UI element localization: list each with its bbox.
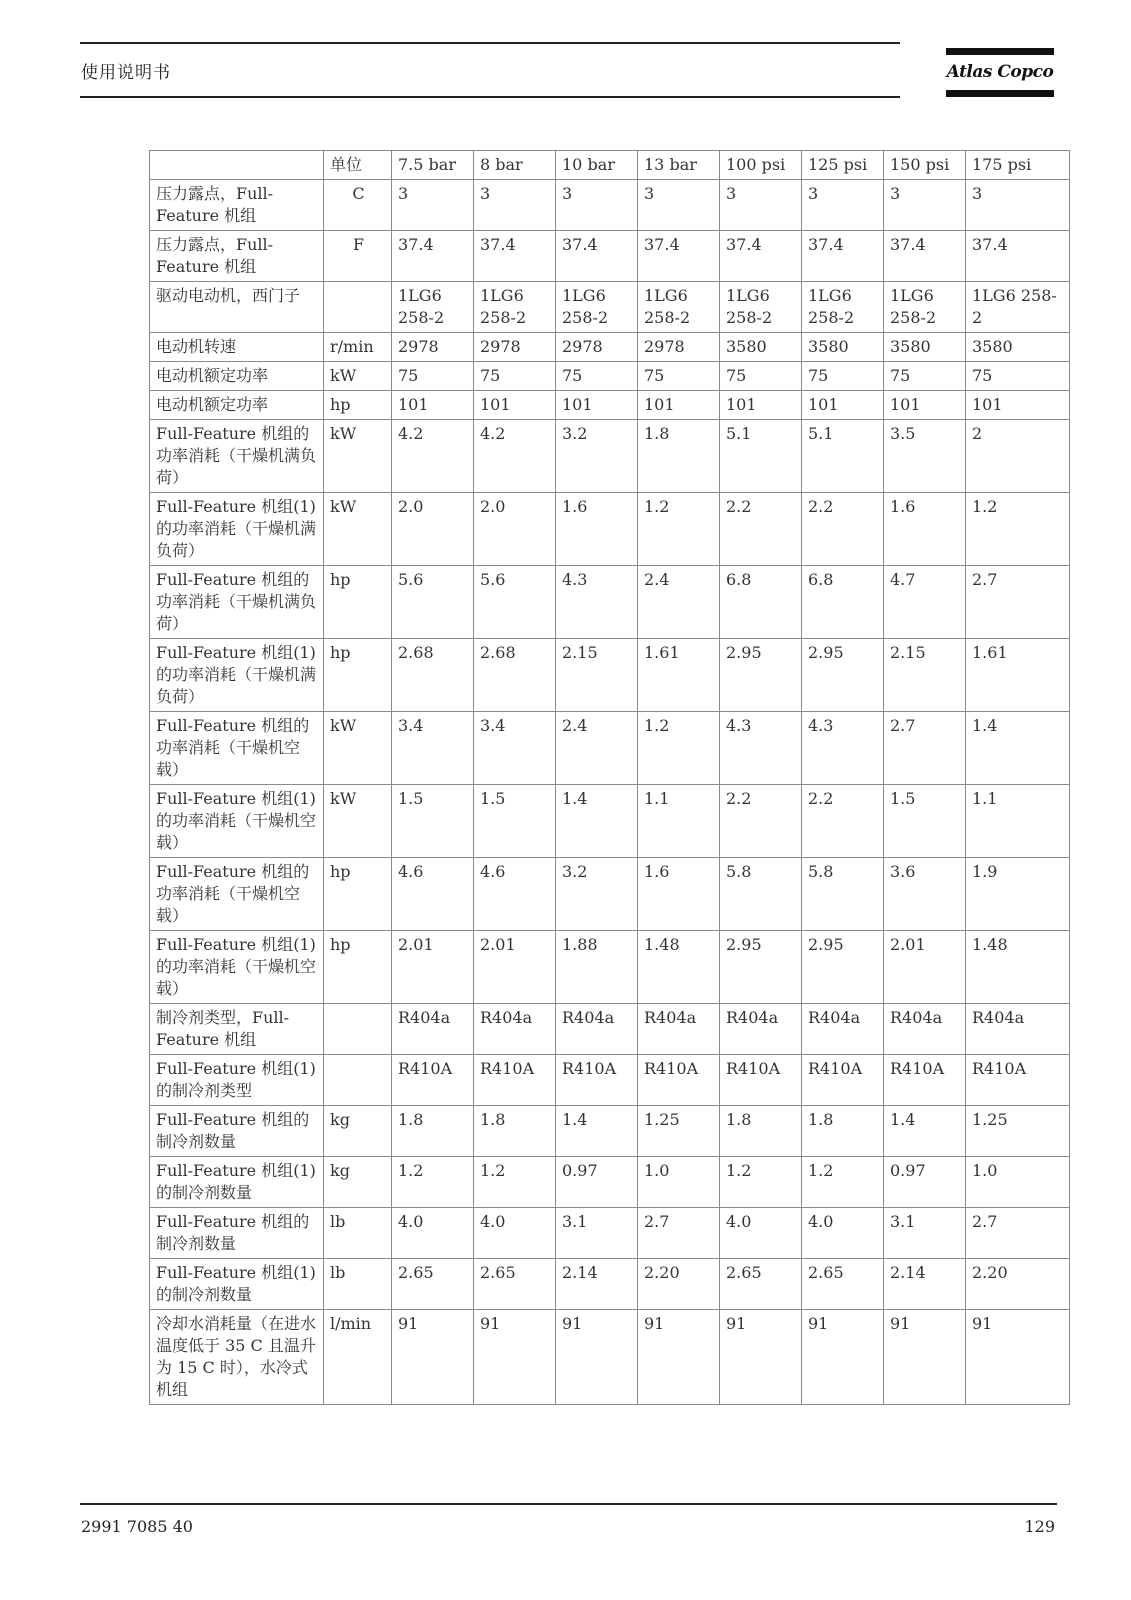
value-cell: 75 (884, 362, 966, 391)
row-label: Full-Feature 机组(1) 的制冷剂类型 (150, 1055, 324, 1106)
value-cell: 2.2 (802, 785, 884, 858)
value-cell: R410A (802, 1055, 884, 1106)
value-cell: 101 (556, 391, 638, 420)
value-cell: 6.8 (802, 566, 884, 639)
value-cell: 2.01 (474, 931, 556, 1004)
value-cell: 4.2 (392, 420, 474, 493)
value-cell: 4.0 (802, 1208, 884, 1259)
value-cell: 1.8 (638, 420, 720, 493)
value-cell: 1.2 (638, 493, 720, 566)
page-number: 129 (1024, 1517, 1055, 1536)
value-cell: R404a (556, 1004, 638, 1055)
value-cell: 2.7 (966, 566, 1070, 639)
value-cell: 37.4 (474, 231, 556, 282)
value-cell: 75 (392, 362, 474, 391)
value-cell: 1.0 (638, 1157, 720, 1208)
row-label: Full-Feature 机组(1) 的功率消耗（干燥机满负荷） (150, 639, 324, 712)
value-cell: 4.3 (556, 566, 638, 639)
value-cell: 37.4 (638, 231, 720, 282)
value-cell: 3580 (802, 333, 884, 362)
value-cell: 2.65 (392, 1259, 474, 1310)
value-cell: 1.25 (638, 1106, 720, 1157)
value-cell: 4.2 (474, 420, 556, 493)
value-cell: 2.7 (638, 1208, 720, 1259)
table-row (150, 231, 1070, 282)
value-cell: 1.8 (802, 1106, 884, 1157)
value-cell: 4.6 (392, 858, 474, 931)
value-cell: 2978 (556, 333, 638, 362)
value-cell: 3.6 (884, 858, 966, 931)
value-cell: 91 (802, 1310, 884, 1405)
value-cell: 1.4 (884, 1106, 966, 1157)
row-unit (324, 282, 392, 333)
value-cell: 2.01 (884, 931, 966, 1004)
value-cell: 1.5 (884, 785, 966, 858)
specification-table (149, 150, 1070, 1405)
value-cell: 4.7 (884, 566, 966, 639)
value-cell: 1LG6 258-2 (556, 282, 638, 333)
value-cell: 1.4 (556, 1106, 638, 1157)
row-unit: kW (324, 420, 392, 493)
row-unit: lb (324, 1259, 392, 1310)
row-label: 压力露点，Full-Feature 机组 (150, 231, 324, 282)
row-unit (324, 1004, 392, 1055)
value-cell: 2.20 (638, 1259, 720, 1310)
value-cell: 37.4 (966, 231, 1070, 282)
value-cell: 2.0 (392, 493, 474, 566)
value-cell: 2.4 (638, 566, 720, 639)
value-cell: 2.65 (720, 1259, 802, 1310)
value-cell: 1.8 (474, 1106, 556, 1157)
value-cell: R404a (638, 1004, 720, 1055)
row-unit: r/min (324, 333, 392, 362)
table-row (150, 1157, 1070, 1208)
value-cell: 1.2 (802, 1157, 884, 1208)
row-unit: kg (324, 1106, 392, 1157)
row-label: 驱动电动机，西门子 (150, 282, 324, 333)
table-row (150, 931, 1070, 1004)
value-cell: 75 (720, 362, 802, 391)
value-cell: 2.2 (720, 785, 802, 858)
value-cell: 2.20 (966, 1259, 1070, 1310)
header-rule-top (80, 42, 900, 44)
row-label: Full-Feature 机组(1) 的功率消耗（干燥机满负荷） (150, 493, 324, 566)
value-cell: 1LG6 258-2 (392, 282, 474, 333)
table-body (150, 180, 1070, 1405)
value-cell: 1.61 (966, 639, 1070, 712)
document-title: 使用说明书 (81, 63, 171, 83)
value-cell: 2.15 (884, 639, 966, 712)
table-row (150, 712, 1070, 785)
row-unit: hp (324, 858, 392, 931)
row-unit (324, 1055, 392, 1106)
value-cell: 1LG6 258-2 (720, 282, 802, 333)
value-cell: 1.1 (966, 785, 1070, 858)
value-cell: R410A (884, 1055, 966, 1106)
value-cell: 5.6 (474, 566, 556, 639)
value-cell: 3 (884, 180, 966, 231)
value-cell: 1.0 (966, 1157, 1070, 1208)
value-cell: 2.95 (802, 931, 884, 1004)
value-cell: 1.48 (966, 931, 1070, 1004)
row-label: 压力露点，Full-Feature 机组 (150, 180, 324, 231)
value-cell: 2.14 (556, 1259, 638, 1310)
row-label: 电动机额定功率 (150, 362, 324, 391)
value-cell: 101 (638, 391, 720, 420)
value-cell: 2.68 (474, 639, 556, 712)
value-cell: 75 (556, 362, 638, 391)
value-cell: 0.97 (884, 1157, 966, 1208)
value-cell: 3 (966, 180, 1070, 231)
row-unit: hp (324, 931, 392, 1004)
value-cell: 91 (720, 1310, 802, 1405)
row-unit: l/min (324, 1310, 392, 1405)
value-cell: R410A (966, 1055, 1070, 1106)
value-cell: 2978 (474, 333, 556, 362)
row-label: 电动机转速 (150, 333, 324, 362)
header-cell-pressure: 8 bar (474, 151, 556, 180)
table-row (150, 785, 1070, 858)
value-cell: R410A (474, 1055, 556, 1106)
logo-bar-bottom (946, 90, 1054, 97)
value-cell: 2978 (392, 333, 474, 362)
value-cell: 4.0 (720, 1208, 802, 1259)
value-cell: 2.95 (720, 931, 802, 1004)
table-row (150, 333, 1070, 362)
value-cell: 1LG6 258-2 (802, 282, 884, 333)
header-cell-pressure: 7.5 bar (392, 151, 474, 180)
table-row (150, 1259, 1070, 1310)
row-unit: lb (324, 1208, 392, 1259)
table-row (150, 1055, 1070, 1106)
value-cell: 2.68 (392, 639, 474, 712)
table-row (150, 1004, 1070, 1055)
row-unit: kg (324, 1157, 392, 1208)
value-cell: 2.01 (392, 931, 474, 1004)
header-cell-pressure: 10 bar (556, 151, 638, 180)
value-cell: 2.65 (802, 1259, 884, 1310)
value-cell: 1.2 (638, 712, 720, 785)
atlas-copco-logo (946, 48, 1054, 100)
value-cell: 2.65 (474, 1259, 556, 1310)
value-cell: 6.8 (720, 566, 802, 639)
value-cell: 1LG6 258-2 (966, 282, 1070, 333)
value-cell: 2.2 (802, 493, 884, 566)
value-cell: 2978 (638, 333, 720, 362)
value-cell: 3 (556, 180, 638, 231)
value-cell: 2.7 (884, 712, 966, 785)
value-cell: 1.61 (638, 639, 720, 712)
value-cell: 2.0 (474, 493, 556, 566)
value-cell: 5.6 (392, 566, 474, 639)
value-cell: 1.2 (720, 1157, 802, 1208)
value-cell: 2.95 (720, 639, 802, 712)
value-cell: 75 (638, 362, 720, 391)
logo-bar-top (946, 48, 1054, 55)
row-label: Full-Feature 机组(1) 的功率消耗（干燥机空载） (150, 785, 324, 858)
table-row (150, 180, 1070, 231)
row-label: Full-Feature 机组(1) 的功率消耗（干燥机空载） (150, 931, 324, 1004)
value-cell: R410A (392, 1055, 474, 1106)
value-cell: 101 (966, 391, 1070, 420)
value-cell: R404a (720, 1004, 802, 1055)
value-cell: 1.1 (638, 785, 720, 858)
table-row (150, 1310, 1070, 1405)
value-cell: 3 (802, 180, 884, 231)
value-cell: 91 (556, 1310, 638, 1405)
row-unit: hp (324, 391, 392, 420)
value-cell: 3 (474, 180, 556, 231)
value-cell: 91 (884, 1310, 966, 1405)
row-unit: kW (324, 785, 392, 858)
value-cell: 3.2 (556, 420, 638, 493)
value-cell: 1.6 (884, 493, 966, 566)
value-cell: 37.4 (884, 231, 966, 282)
value-cell: 2.4 (556, 712, 638, 785)
value-cell: 2.2 (720, 493, 802, 566)
table-row (150, 566, 1070, 639)
value-cell: R404a (802, 1004, 884, 1055)
table-row (150, 858, 1070, 931)
value-cell: 1LG6 258-2 (638, 282, 720, 333)
value-cell: 1.4 (966, 712, 1070, 785)
header-cell-pressure: 150 psi (884, 151, 966, 180)
table-row (150, 1106, 1070, 1157)
row-label: Full-Feature 机组的制冷剂数量 (150, 1208, 324, 1259)
row-unit: kW (324, 493, 392, 566)
value-cell: R410A (638, 1055, 720, 1106)
value-cell: R410A (720, 1055, 802, 1106)
row-label: Full-Feature 机组的功率消耗（干燥机空载） (150, 858, 324, 931)
value-cell: 1.88 (556, 931, 638, 1004)
value-cell: 37.4 (720, 231, 802, 282)
row-unit: hp (324, 639, 392, 712)
row-label: Full-Feature 机组的功率消耗（干燥机空载） (150, 712, 324, 785)
row-label: 冷却水消耗量（在进水温度低于 35 C 且温升为 15 C 时），水冷式机组 (150, 1310, 324, 1405)
value-cell: 2 (966, 420, 1070, 493)
row-label: Full-Feature 机组的功率消耗（干燥机满负荷） (150, 566, 324, 639)
value-cell: 3580 (884, 333, 966, 362)
value-cell: 37.4 (802, 231, 884, 282)
value-cell: 2.15 (556, 639, 638, 712)
value-cell: R404a (884, 1004, 966, 1055)
value-cell: 4.0 (474, 1208, 556, 1259)
value-cell: 1.2 (966, 493, 1070, 566)
value-cell: 3.4 (474, 712, 556, 785)
value-cell: 3.2 (556, 858, 638, 931)
value-cell: 4.3 (802, 712, 884, 785)
table-row (150, 362, 1070, 391)
value-cell: 4.0 (392, 1208, 474, 1259)
value-cell: 0.97 (556, 1157, 638, 1208)
value-cell: 91 (392, 1310, 474, 1405)
table-row (150, 282, 1070, 333)
table-row (150, 1208, 1070, 1259)
value-cell: R404a (966, 1004, 1070, 1055)
value-cell: 3 (720, 180, 802, 231)
value-cell: 5.8 (720, 858, 802, 931)
value-cell: 2.14 (884, 1259, 966, 1310)
value-cell: 91 (474, 1310, 556, 1405)
value-cell: 3 (638, 180, 720, 231)
value-cell: 2.95 (802, 639, 884, 712)
value-cell: 3 (392, 180, 474, 231)
value-cell: 3.1 (884, 1208, 966, 1259)
value-cell: 5.1 (802, 420, 884, 493)
table-header-row (150, 151, 1070, 180)
value-cell: 1.6 (638, 858, 720, 931)
value-cell: 1.9 (966, 858, 1070, 931)
value-cell: R404a (392, 1004, 474, 1055)
value-cell: 101 (884, 391, 966, 420)
value-cell: 1.5 (392, 785, 474, 858)
value-cell: 3.4 (392, 712, 474, 785)
value-cell: 101 (474, 391, 556, 420)
value-cell: 2.7 (966, 1208, 1070, 1259)
value-cell: 75 (966, 362, 1070, 391)
value-cell: 1.8 (392, 1106, 474, 1157)
row-unit: kW (324, 712, 392, 785)
value-cell: R404a (474, 1004, 556, 1055)
value-cell: 4.3 (720, 712, 802, 785)
value-cell: 3.1 (556, 1208, 638, 1259)
row-label: Full-Feature 机组的制冷剂数量 (150, 1106, 324, 1157)
table-row (150, 493, 1070, 566)
value-cell: 75 (802, 362, 884, 391)
value-cell: 3.5 (884, 420, 966, 493)
header-cell-pressure: 100 psi (720, 151, 802, 180)
row-unit: hp (324, 566, 392, 639)
value-cell: 1.4 (556, 785, 638, 858)
header-cell-pressure: 175 psi (966, 151, 1070, 180)
value-cell: 1.8 (720, 1106, 802, 1157)
row-unit: C (324, 180, 392, 231)
value-cell: R410A (556, 1055, 638, 1106)
value-cell: 1.2 (474, 1157, 556, 1208)
row-label: 电动机额定功率 (150, 391, 324, 420)
value-cell: 1.25 (966, 1106, 1070, 1157)
value-cell: 101 (802, 391, 884, 420)
value-cell: 91 (966, 1310, 1070, 1405)
row-label: 制冷剂类型，Full-Feature 机组 (150, 1004, 324, 1055)
value-cell: 3580 (966, 333, 1070, 362)
table-row (150, 639, 1070, 712)
logo-text: Atlas Copco (946, 62, 1054, 82)
document-number: 2991 7085 40 (81, 1517, 193, 1536)
value-cell: 1.5 (474, 785, 556, 858)
value-cell: 37.4 (556, 231, 638, 282)
row-label: Full-Feature 机组(1) 的制冷剂数量 (150, 1259, 324, 1310)
row-label: Full-Feature 机组的功率消耗（干燥机满负荷） (150, 420, 324, 493)
value-cell: 3580 (720, 333, 802, 362)
value-cell: 1.48 (638, 931, 720, 1004)
value-cell: 4.6 (474, 858, 556, 931)
value-cell: 1LG6 258-2 (884, 282, 966, 333)
header-cell-unit: 单位 (324, 151, 392, 180)
value-cell: 1.6 (556, 493, 638, 566)
row-unit: F (324, 231, 392, 282)
row-label: Full-Feature 机组(1) 的制冷剂数量 (150, 1157, 324, 1208)
header-cell-pressure: 13 bar (638, 151, 720, 180)
value-cell: 101 (392, 391, 474, 420)
value-cell: 1LG6 258-2 (474, 282, 556, 333)
row-unit: kW (324, 362, 392, 391)
header-rule-bottom (80, 96, 900, 98)
footer-rule (80, 1503, 1057, 1505)
table-row (150, 391, 1070, 420)
header-cell-pressure: 125 psi (802, 151, 884, 180)
value-cell: 75 (474, 362, 556, 391)
value-cell: 37.4 (392, 231, 474, 282)
table-row (150, 420, 1070, 493)
value-cell: 91 (638, 1310, 720, 1405)
value-cell: 1.2 (392, 1157, 474, 1208)
value-cell: 101 (720, 391, 802, 420)
value-cell: 5.8 (802, 858, 884, 931)
header-cell-label (150, 151, 324, 180)
value-cell: 5.1 (720, 420, 802, 493)
